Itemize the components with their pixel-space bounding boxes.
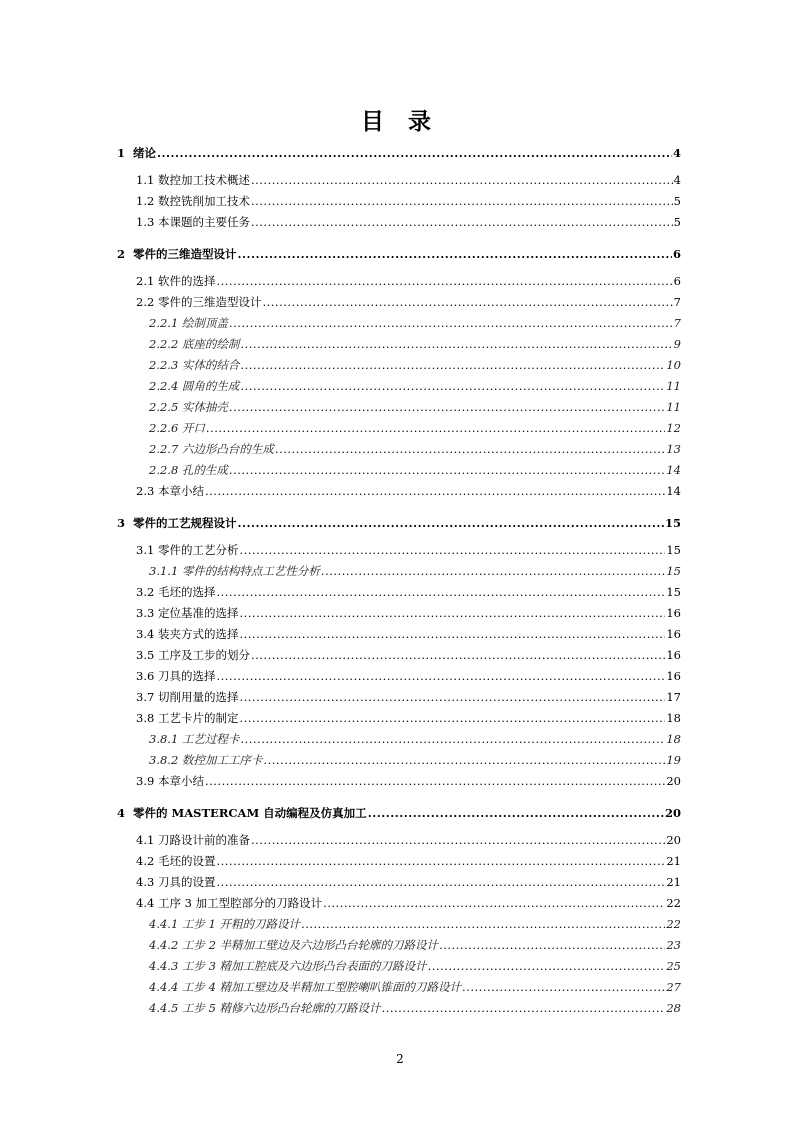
toc-entry-title: 刀具的选择 [157,669,216,683]
toc-entry[interactable] [117,827,681,847]
toc-entry-page: 16 [666,669,681,683]
toc-entry-number: 3.4 [136,627,155,641]
toc-entry-title: 工序及工步的划分 [157,648,250,662]
toc-entry-page: 10 [666,358,681,372]
toc-entry-page: 22 [666,917,681,931]
toc-entry-number: 4.4.4 [149,980,179,994]
toc-entry-number: 2.2.4 [149,379,179,393]
toc-entry[interactable] [117,394,681,414]
toc-entry[interactable] [117,310,681,330]
toc-entry-title: 本课题的主要任务 [157,215,250,229]
toc-entry-number: 4 [117,806,126,820]
toc-entry-title: 数控铣削加工技术 [157,194,250,208]
toc-entry-title: 零件的 MASTERCAM 自动编程及仿真加工 [133,806,367,820]
toc-leader-dots [428,959,666,973]
toc-entry-title: 本章小结 [157,484,204,498]
toc-leader-dots [240,379,665,393]
toc-entry[interactable] [117,869,681,889]
toc-entry[interactable] [117,415,681,435]
toc-entry-number: 3.1.1 [149,564,179,578]
toc-leader-dots [368,806,664,820]
toc-entry-number: 4.2 [136,854,155,868]
toc-entry-title: 六边形凸台的生成 [181,442,274,456]
toc-entry[interactable] [117,953,681,973]
toc-entry-number: 3.6 [136,669,155,683]
toc-entry[interactable] [117,436,681,456]
toc-leader-dots [157,146,672,160]
toc-entry-number: 4.4.1 [149,917,179,931]
toc-entry[interactable] [117,890,681,910]
toc-entry-page: 28 [666,1001,681,1015]
toc-entry-title: 工步 4 精加工壁边及半精加工型腔喇叭锥面的刀路设计 [181,980,462,994]
toc-entry-page: 14 [666,463,681,477]
toc-entry-page: 20 [666,833,681,847]
toc-entry-page: 4 [672,146,681,160]
toc-entry-number: 3.3 [136,606,155,620]
toc-leader-dots [229,400,665,414]
toc-leader-dots [240,358,665,372]
toc-entry-title: 绘制顶盖 [181,316,228,330]
toc-entry[interactable] [117,600,681,620]
toc-leader-dots [382,1001,666,1015]
toc-entry[interactable] [117,268,681,288]
toc-leader-dots [301,917,665,931]
page-title: 目 录 [360,108,439,135]
toc-entry-page: 12 [666,421,681,435]
toc-entry[interactable] [117,621,681,641]
toc-entry[interactable] [117,579,681,599]
toc-entry[interactable] [117,241,681,261]
toc-entry[interactable] [117,510,681,530]
toc-leader-dots [262,295,672,309]
toc-entry-title: 工步 5 精修六边形凸台轮廓的刀路设计 [181,1001,381,1015]
toc-entry-title: 工艺卡片的制定 [157,711,239,725]
toc-entry[interactable] [117,373,681,393]
toc-entry-page: 11 [666,400,681,414]
toc-leader-dots [251,194,673,208]
toc-entry-number: 1 [117,146,126,160]
toc-entry-title: 毛坯的选择 [157,585,216,599]
toc-entry-number: 4.4.2 [149,938,179,952]
toc-entry[interactable] [117,768,681,788]
toc-leader-dots [216,274,672,288]
toc-leader-dots [251,173,673,187]
toc-leader-dots [238,247,672,261]
toc-entry-page: 15 [666,585,681,599]
toc-leader-dots [240,732,665,746]
toc-entry-number: 1.1 [136,173,155,187]
toc-leader-dots [205,774,665,788]
toc-entry-page: 16 [666,648,681,662]
toc-entry-page: 13 [666,442,681,456]
toc-entry-title: 开口 [181,421,205,435]
toc-entry[interactable] [117,684,681,704]
toc-leader-dots [229,463,665,477]
toc-entry-title: 本章小结 [157,774,204,788]
toc-entry-page: 5 [673,194,681,208]
toc-entry-title: 实体抽壳 [181,400,228,414]
toc-entry-number: 1.3 [136,215,155,229]
toc-entry-title: 定位基准的选择 [157,606,239,620]
toc-leader-dots [323,896,665,910]
toc-entry-number: 3.8.1 [149,732,179,746]
toc-entry-number: 2.2 [136,295,155,309]
toc-entry-title: 工步 1 开粗的刀路设计 [181,917,301,931]
toc-leader-dots [251,833,665,847]
toc-entry-page: 6 [673,274,681,288]
toc-entry-number: 4.3 [136,875,155,889]
toc-entry[interactable] [117,800,681,820]
toc-entry-number: 2.1 [136,274,155,288]
toc-entry[interactable] [117,932,681,952]
toc-entry-page: 18 [666,732,681,746]
toc-entry-number: 2.3 [136,484,155,498]
toc-entry-title: 孔的生成 [181,463,228,477]
toc-entry-number: 3 [117,516,126,530]
toc-entry-page: 20 [664,806,681,820]
toc-leader-dots [275,442,665,456]
toc-leader-dots [239,690,665,704]
toc-entry-page: 21 [666,854,681,868]
toc-entry-page: 20 [666,774,681,788]
toc-leader-dots [239,627,665,641]
toc-entry[interactable] [117,642,681,662]
toc-leader-dots [216,585,665,599]
toc-entry-title: 切削用量的选择 [157,690,239,704]
toc-entry-title: 毛坯的设置 [157,854,216,868]
toc-entry-number: 4.4.3 [149,959,179,973]
toc-entry-page: 22 [666,896,681,910]
toc-entry-title: 数控加工工序卡 [181,753,263,767]
toc-entry-title: 工步 3 精加工腔底及六边形凸台表面的刀路设计 [181,959,427,973]
toc-entry-number: 2.2.7 [149,442,179,456]
toc-entry[interactable] [117,995,681,1015]
toc-leader-dots [239,606,665,620]
toc-entry[interactable] [117,537,681,557]
toc-entry[interactable] [117,188,681,208]
toc-entry-page: 11 [666,379,681,393]
toc-entry-number: 3.8.2 [149,753,179,767]
toc-leader-dots [206,421,665,435]
toc-entry-title: 装夹方式的选择 [157,627,239,641]
toc-leader-dots [462,980,665,994]
toc-entry-number: 3.9 [136,774,155,788]
toc-entry-number: 2.2.2 [149,337,179,351]
toc-entry-number: 2.2.8 [149,463,179,477]
toc-entry[interactable] [117,209,681,229]
toc-entry[interactable] [117,705,681,725]
toc-entry-title: 零件的结构特点工艺性分析 [181,564,320,578]
toc-entry[interactable] [117,140,681,160]
toc-entry-page: 19 [666,753,681,767]
toc-entry-number: 4.4.5 [149,1001,179,1015]
toc-entry-page: 21 [666,875,681,889]
toc-entry[interactable] [117,726,681,746]
toc-entry-number: 3.2 [136,585,155,599]
toc-entry[interactable] [117,457,681,477]
toc-entry-title: 刀路设计前的准备 [157,833,250,847]
toc-entry-number: 3.8 [136,711,155,725]
toc-entry-title: 刀具的设置 [157,875,216,889]
toc-entry[interactable] [117,747,681,767]
toc-leader-dots [263,753,665,767]
toc-leader-dots [251,648,665,662]
toc-entry-number: 2 [117,247,126,261]
toc-entry-page: 7 [673,316,681,330]
toc-leader-dots [205,484,665,498]
toc-entry-number: 3.5 [136,648,155,662]
toc-entry-number: 3.1 [136,543,155,557]
toc-entry-title: 工序 3 加工型腔部分的刀路设计 [157,896,323,910]
toc-entry-number: 3.7 [136,690,155,704]
toc-entry-number: 2.2.6 [149,421,179,435]
toc-entry-title: 工艺过程卡 [181,732,240,746]
toc-leader-dots [238,516,664,530]
toc-entry-page: 18 [666,711,681,725]
toc-leader-dots [321,564,665,578]
toc-leader-dots [216,875,665,889]
toc-entry[interactable] [117,848,681,868]
toc-entry[interactable] [117,911,681,931]
toc-entry-page: 17 [666,690,681,704]
toc-leader-dots [239,711,665,725]
toc-entry[interactable] [117,352,681,372]
toc-leader-dots [239,543,665,557]
toc-entry-page: 23 [666,938,681,952]
toc-entry-page: 16 [666,627,681,641]
toc-entry-title: 底座的绘制 [181,337,240,351]
toc-entry-page: 15 [666,543,681,557]
toc-leader-dots [439,938,665,952]
toc-entry[interactable] [117,331,681,351]
toc-entry-title: 圆角的生成 [181,379,240,393]
toc-leader-dots [251,215,673,229]
toc-entry-number: 4.4 [136,896,155,910]
toc-entry-number: 4.1 [136,833,155,847]
toc-entry[interactable] [117,167,681,187]
toc-leader-dots [240,337,672,351]
toc-entry-page: 27 [666,980,681,994]
toc-entry-page: 9 [673,337,681,351]
toc-leader-dots [229,316,673,330]
toc-entry-number: 1.2 [136,194,155,208]
toc-entry-number: 2.2.1 [149,316,179,330]
toc-entry-page: 6 [672,247,681,261]
toc-entry-page: 25 [666,959,681,973]
toc-leader-dots [216,854,665,868]
toc-entry-page: 5 [673,215,681,229]
toc-entry[interactable] [117,289,681,309]
toc-entry-number: 2.2.3 [149,358,179,372]
toc-entry-title: 零件的三维造型设计 [133,247,237,261]
toc-entry-title: 数控加工技术概述 [157,173,250,187]
toc-entry-title: 工步 2 半精加工壁边及六边形凸台轮廓的刀路设计 [181,938,439,952]
toc-entry-number: 2.2.5 [149,400,179,414]
toc-entry-title: 零件的工艺分析 [157,543,239,557]
toc-entry[interactable] [117,478,681,498]
toc-entry-title: 绪论 [133,146,157,160]
toc-entry-page: 7 [673,295,681,309]
toc-entry-page: 4 [673,173,681,187]
toc-entry-page: 15 [664,516,681,530]
toc-entry-title: 实体的结合 [181,358,240,372]
toc-entry-title: 零件的工艺规程设计 [133,516,237,530]
toc-entry[interactable] [117,663,681,683]
toc-entry-page: 14 [666,484,681,498]
toc-entry[interactable] [117,558,681,578]
toc-entry-page: 15 [666,564,681,578]
toc-entry-title: 零件的三维造型设计 [157,295,262,309]
toc-entry-page: 16 [666,606,681,620]
page-number: 2 [396,1052,404,1066]
toc-entry[interactable] [117,974,681,994]
toc-leader-dots [216,669,665,683]
toc-entry-title: 软件的选择 [157,274,216,288]
